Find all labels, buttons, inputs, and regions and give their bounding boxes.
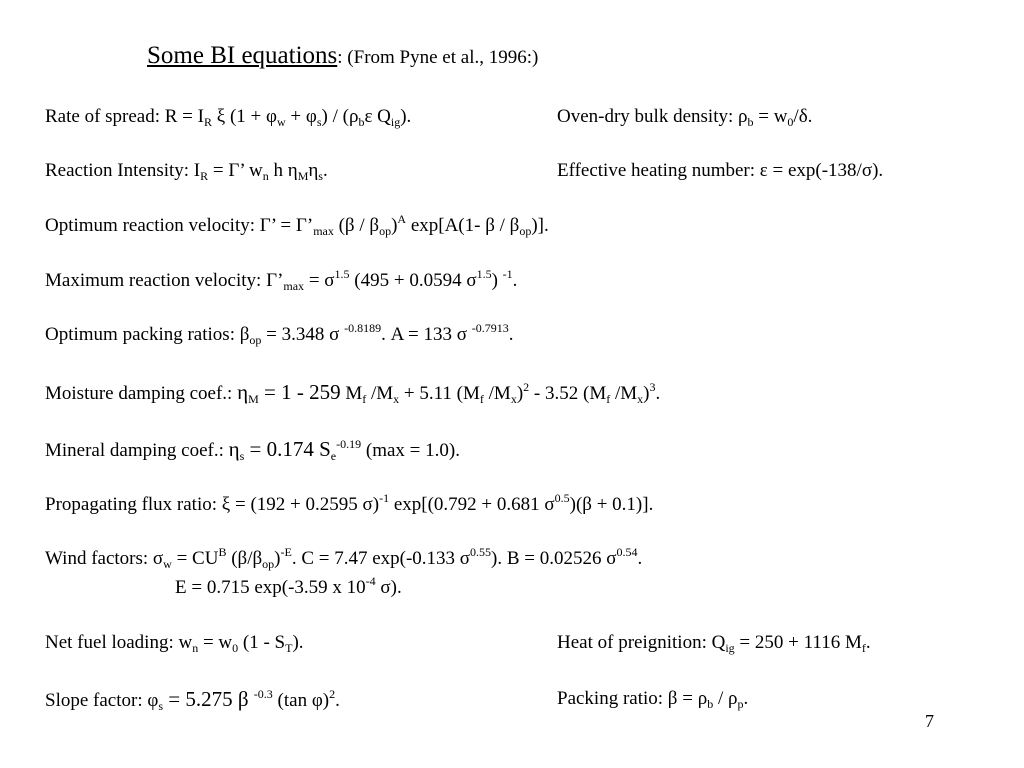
mineral-damping-equation: Mineral damping coef.: $\eta_s = 0.174$ $S_e^{-0.19}$ (max = 1.0). [45,437,460,463]
packing-ratio-equation: Packing ratio: $\beta = \rho_b / \rho_p$. [557,688,749,711]
wind-factors-e-equation: E = 0.715 exp(-3.59 x $10^{-4}$ σ). [175,574,402,598]
maximum-velocity-equation: Maximum reaction velocity: $\Gamma’_{max} = \sigma^{1.5}$ (495 + 0.0594 $\sigma^{1.5}$) $^{-1}$. [45,267,518,293]
title-text: Some BI equations [147,42,338,69]
preignition-heat-equation: Heat of preignition: $Q_{ig} = 250 + 1116$ $M_f$. [557,632,871,655]
rate-of-spread-equation: Rate of spread: $R = I_R$ ξ $(1 + \varphi_w + \varphi_s) / (\rho_b\varepsilon$ $Q_{ig}$). [45,106,412,129]
title-citation: : (From Pyne et al., 1996:) [337,47,539,68]
reaction-intensity-equation: Reaction Intensity: $I_R = \Gamma$’ $w_n$ h $\eta_M\eta_s$. [45,160,328,183]
packing-ratios-equation: Optimum packing ratios: $\beta_{op} = 3.348$ σ $^{-0.8189}$. A = 133 σ $^{-0.7913}$. [45,321,514,347]
net-fuel-loading-equation: Net fuel loading: $w_n = w_0$ $(1 - S_T)$. [45,632,304,655]
wind-factors-equation: Wind factors: $\sigma_w = CU^B$ $(\beta/\beta_{op})^{-E}$. C = 7.47 exp(-0.133 $\sigma^{0.55}$). B = 0.02526 $\sigma^{0.54}$. [45,545,643,571]
optimum-velocity-equation: Optimum reaction velocity: Γ’ = $\Gamma’_{max}$ $(\beta / \beta_{op})^A$ exp[A(1- β / $\beta_{op}$)]. [45,212,549,238]
slide-title [147,42,538,70]
page-number: 7 [925,711,934,731]
heating-number-equation: Effective heating number: ε = exp(-138/σ). [557,160,884,181]
bulk-density-equation: Oven-dry bulk density: $\rho_b = w_0/\delta$. [557,106,813,129]
flux-ratio-equation: Propagating flux ratio: ξ = (192 + 0.2595 σ)$^{-1}$ exp[(0.792 + 0.681 $\sigma^{0.5})(\beta + 0.1)$]. [45,491,654,515]
slope-factor-equation: Slope factor: $\varphi_s = 5.275$ β $^{-0.3}$ (tan φ)$^2$. [45,687,340,713]
moisture-damping-equation: Moisture damping coef.: $\eta_M = 1 - 259$ $M_f$ $/M_x + 5.11$ ($M_f$ $/M_x)^2 - 3.52$ ($M_f$ $/M_x)^3$. [45,380,661,406]
